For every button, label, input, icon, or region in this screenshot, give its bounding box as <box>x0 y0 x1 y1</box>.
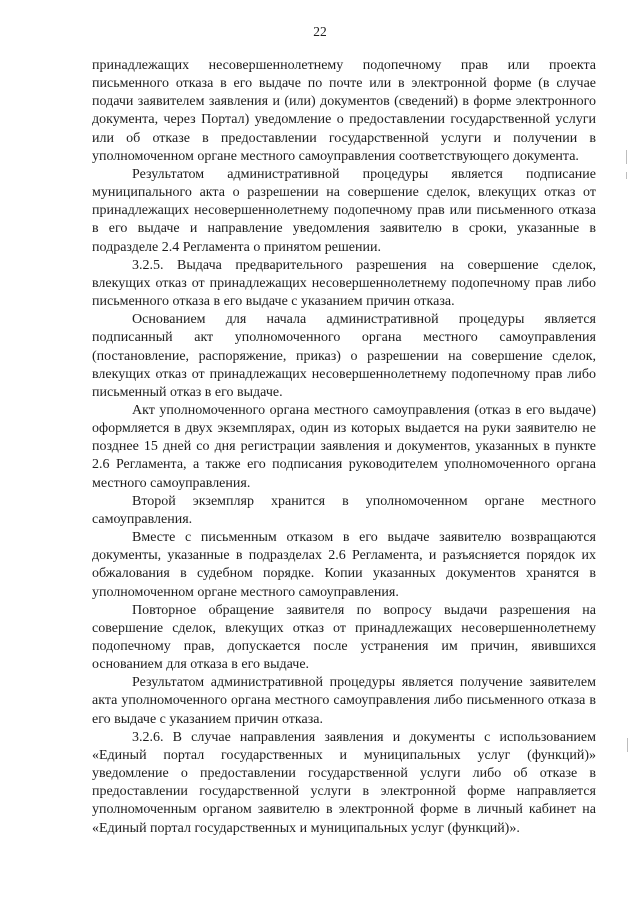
paragraph: принадлежащих несовершеннолетнему подопечному прав или проекта письменного отказа в его выдаче по почте или в электронной форме (в случае подачи заявителем заявления и (или) документов (сведений) в форме электронного документа, через Портал) уведомление о предоставлении государственной услуги или об отказе в предоставлении государственной услуги и получении в уполномоченном органе местного самоуправления соответствующего документа. <box>92 58 596 164</box>
scan-artifact <box>626 172 627 179</box>
paragraph: Второй экземпляр хранится в уполномоченном органе местного самоуправления. <box>92 493 596 527</box>
paragraph: Основанием для начала административной процедуры является подписанный акт уполномоченного органа местного самоуправления (постановление, распоряжение, приказ) о разрешении на совершение сделок, влекущих отказ от принадлежащих несовершеннолетнему подопечному прав либо письменный отказ в его выдаче. <box>92 312 596 400</box>
page-number: 22 <box>313 24 327 39</box>
paragraph: 3.2.5. Выдача предварительного разрешения на совершение сделок, влекущих отказ от принадлежащих несовершеннолетнему подопечному прав либо письменного отказа в его выдаче с указанием причин отказа. <box>92 257 596 310</box>
paragraph: Результатом административной процедуры является получение заявителем акта уполномоченного органа местного самоуправления либо письменного отказа в его выдаче с указанием причин отказа. <box>92 675 596 727</box>
paragraph: 3.2.6. В случае направления заявления и документы с использованием «Единый портал государственных и муниципальных услуг (функций)» уведомление о предоставлении государственной услуги либо об отказе в предоставлении государственной услуги в электронной форме направляется уполномоченным органом заявителю в электронной форме в личный кабинет на «Единый портал государственных и муниципальных услуг (функций)». <box>92 729 596 836</box>
paragraph: Вместе с письменным отказом в его выдаче заявителю возвращаются документы, указанные в подразделах 2.6 Регламента, и разъясняется порядок их обжалования в судебном порядке. Копии указанных документов хранятся в уполномоченном органе местного самоуправления. <box>92 530 596 600</box>
paragraph: Акт уполномоченного органа местного самоуправления (отказ в его выдаче) оформляется в двух экземплярах, один из которых выдается на руки заявителю не позднее 15 дней со дня регистрации заявления и документов, указанных в пункте 2.6 Регламента, а также его подписания руководителем уполномоченного органа местного самоуправления. <box>92 402 596 491</box>
scan-artifact <box>627 738 628 752</box>
document-body <box>92 57 596 838</box>
paragraph: Повторное обращение заявителя по вопросу выдачи разрешения на совершение сделок, влекущих отказ от принадлежащих несовершеннолетнему подопечному прав, допускается после устранения им причин, явившихся основанием для отказа в его выдаче. <box>92 602 596 673</box>
paragraph: Результатом административной процедуры является подписание муниципального акта о разрешении на совершение сделок, влекущих отказ от принадлежащих несовершеннолетнему подопечному прав или письменного отказа в его выдаче и направление уведомления заявителю в сроки, указанные в подразделе 2.4 Регламента о принятом решении. <box>92 166 596 255</box>
scan-artifact <box>626 150 627 164</box>
